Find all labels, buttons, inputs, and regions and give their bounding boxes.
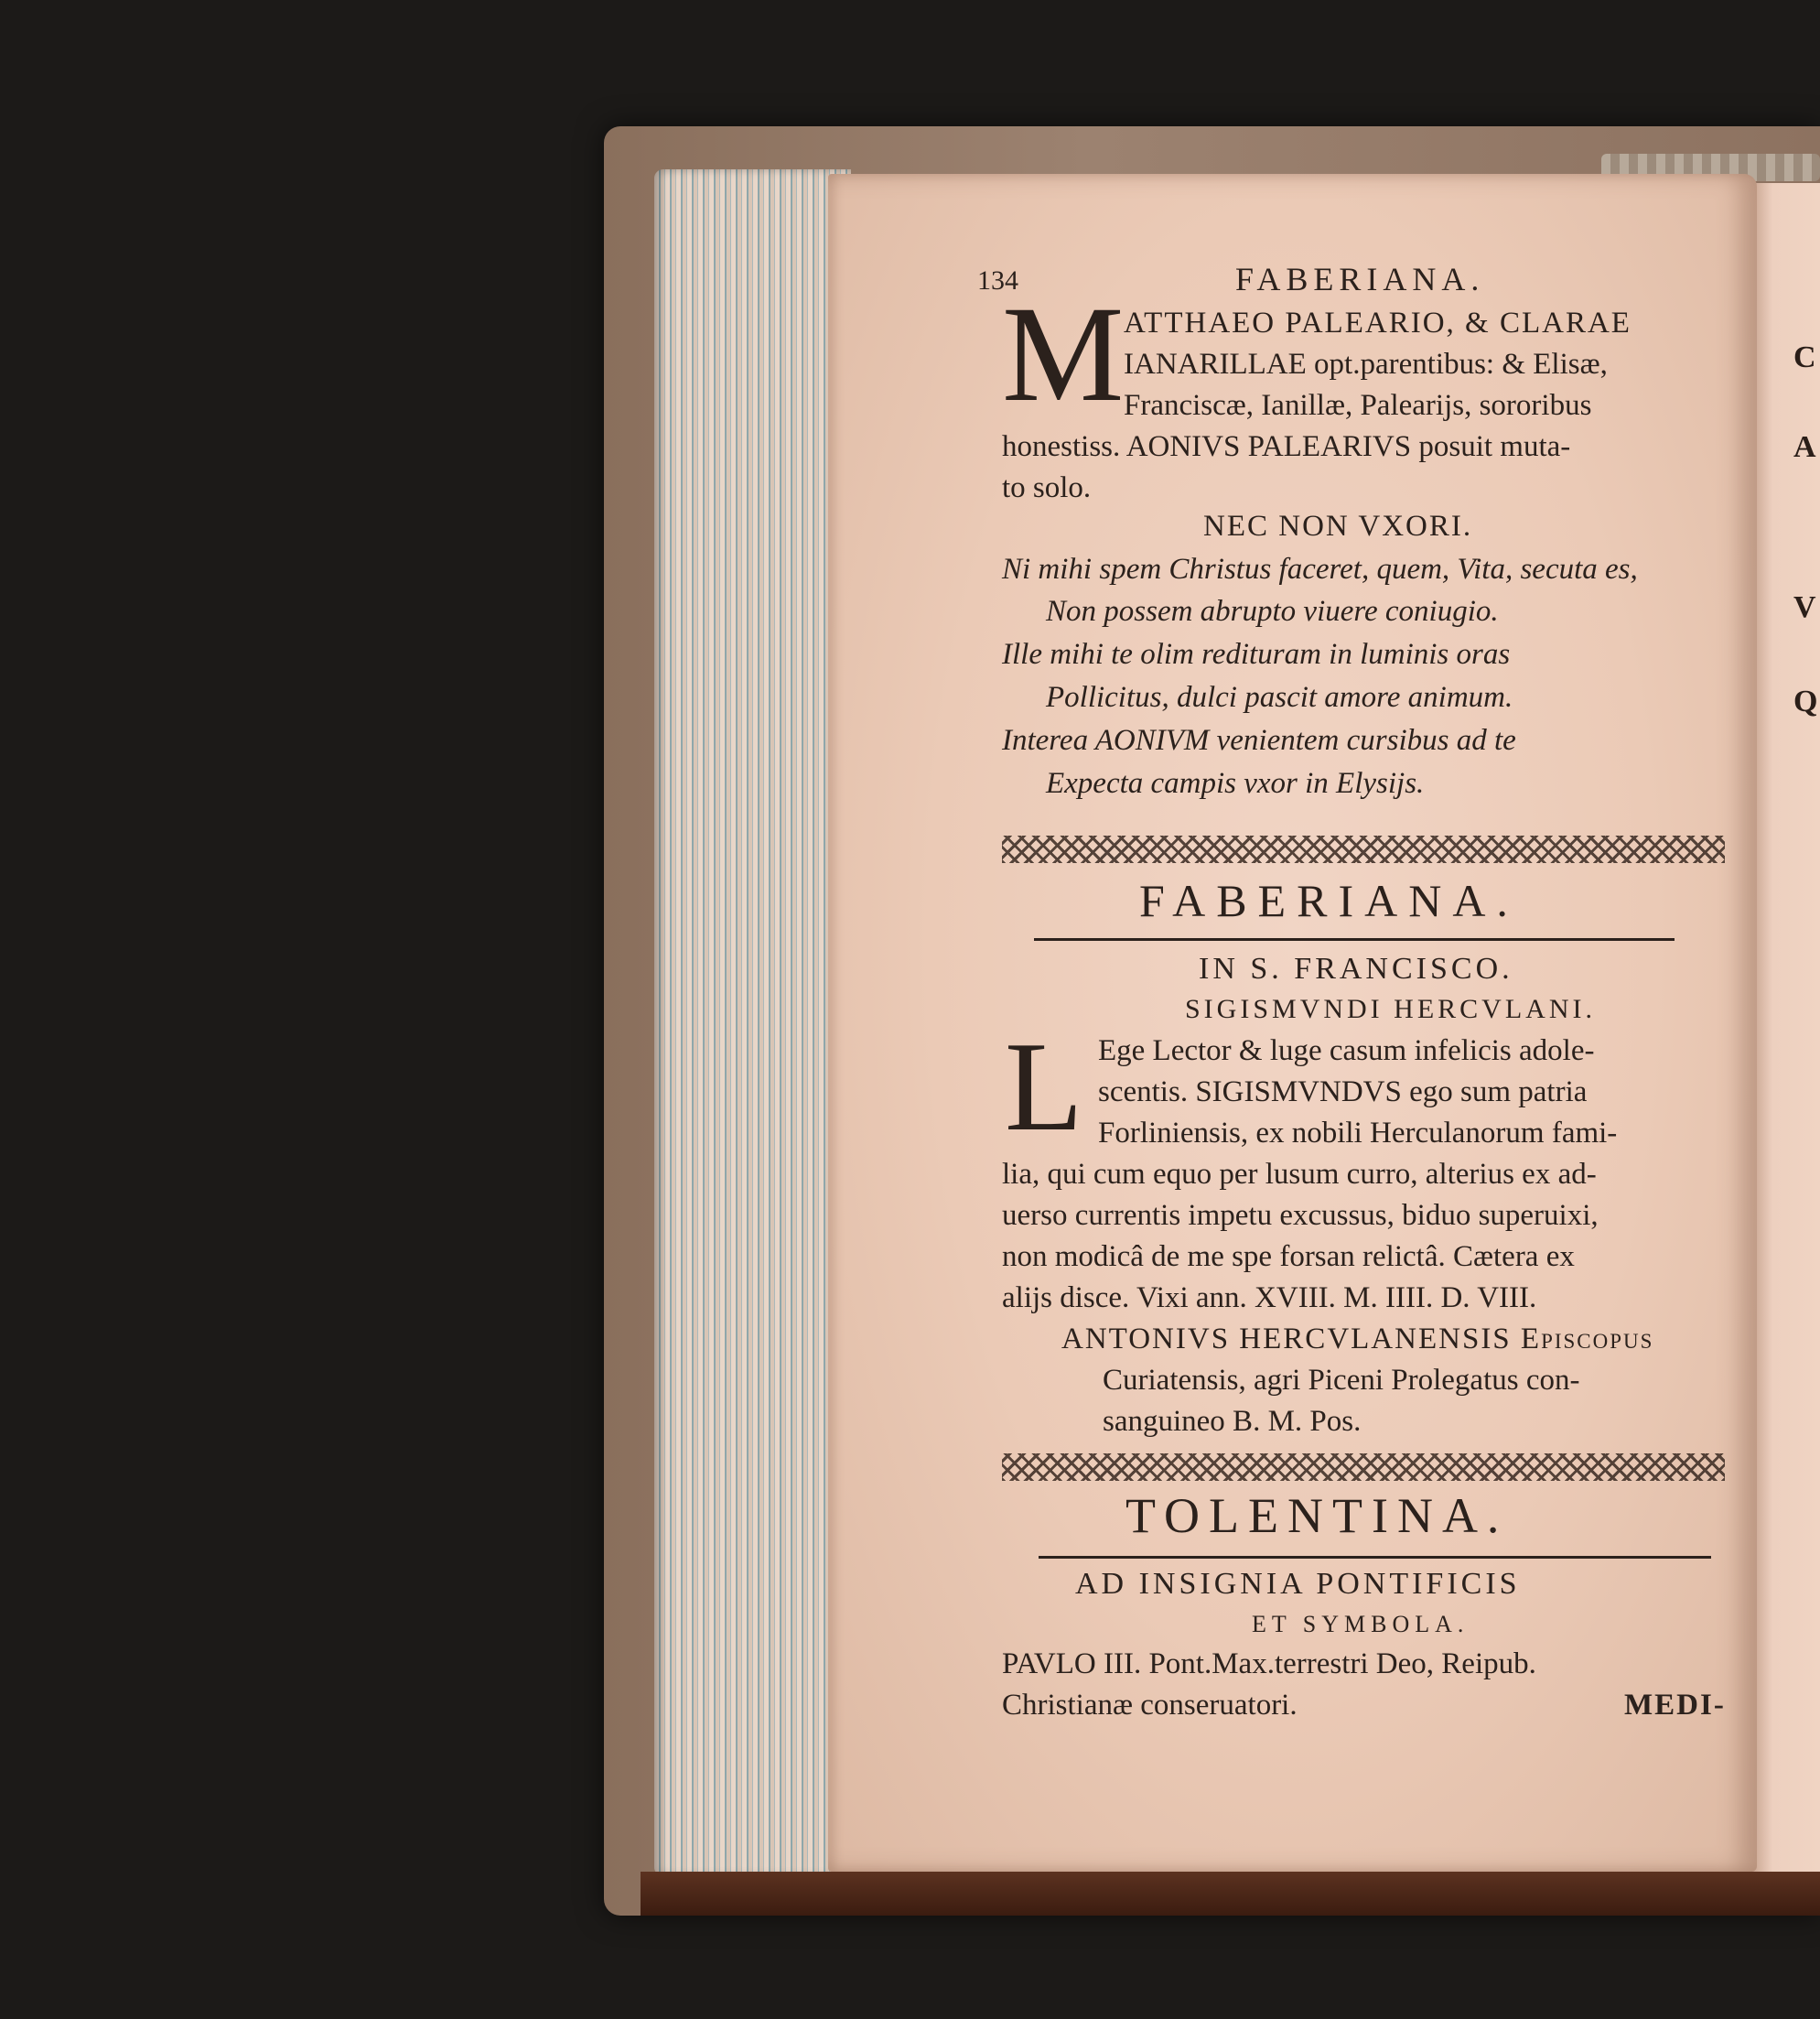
text-line: lia, qui cum equo per lusum curro, alterius ex ad- <box>1002 1158 1597 1191</box>
section-subtitle: SIGISMVNDI HERCVLANI. <box>1185 994 1596 1024</box>
text-line: ANTONIVS HERCVLANENSIS Episcopus <box>1061 1323 1654 1355</box>
section-title: TOLENTINA. <box>1125 1488 1509 1543</box>
text-line: PAVLO III. Pont.Max.terrestri Deo, Reipub. <box>1002 1647 1536 1680</box>
section-subtitle: AD INSIGNIA PONTIFICIS <box>1075 1567 1521 1601</box>
section-subtitle: IN S. FRANCISCO. <box>1199 952 1513 986</box>
poem-heading: NEC NON VXORI. <box>1203 510 1473 543</box>
drop-cap: L <box>1005 1016 1083 1158</box>
drop-cap: M <box>1002 278 1125 430</box>
ornament-divider <box>1002 836 1725 863</box>
facing-page-char: V <box>1793 590 1816 624</box>
verse-line: Ille mihi te olim redituram in luminis oras <box>1002 638 1511 671</box>
verse-line: Non possem abrupto viuere coniugio. <box>1046 595 1499 628</box>
running-title: FABERIANA. <box>1235 261 1485 297</box>
text-line: to solo. <box>1002 471 1092 504</box>
cover-edge <box>641 1872 1820 1916</box>
facing-page-char: A <box>1793 430 1816 464</box>
verse-line: Ni mihi spem Christus faceret, quem, Vita, secuta es, <box>1002 553 1638 586</box>
ornament-divider <box>1002 1453 1725 1481</box>
text-line: ATTHAEO PALEARIO, & CLARAE <box>1124 307 1632 340</box>
text-line: uerso currentis impetu excussus, biduo superuixi, <box>1002 1199 1599 1232</box>
page-edges <box>654 169 851 1876</box>
verse-line: Interea AONIVM venientem cursibus ad te <box>1002 724 1516 757</box>
text-line: alijs disce. Vixi ann. XVIII. M. IIII. D. VIII. <box>1002 1281 1537 1314</box>
text-line: Ege Lector & luge casum infelicis adole- <box>1098 1034 1595 1067</box>
section-title: FABERIANA. <box>1139 875 1519 926</box>
text-line: non modicâ de me spe forsan relictâ. Cætera ex <box>1002 1240 1575 1273</box>
facing-page-char: C <box>1793 340 1816 374</box>
text-line: Christianæ conseruatori. <box>1002 1689 1298 1722</box>
text-line: scentis. SIGISMVNDVS ego sum patria <box>1098 1075 1588 1108</box>
text-line: sanguineo B. M. Pos. <box>1103 1405 1362 1438</box>
text-line: IANARILLAE opt.parentibus: & Elisæ, <box>1124 348 1608 381</box>
text-line: Franciscæ, Ianillæ, Palearijs, sororibus <box>1124 389 1592 422</box>
text-line: Curiatensis, agri Piceni Prolegatus con- <box>1103 1364 1580 1397</box>
catchword: MEDI- <box>1624 1689 1726 1722</box>
page-number: 134 <box>977 265 1018 296</box>
title-rule <box>1039 1556 1711 1559</box>
section-subtitle: ET SYMBOLA. <box>1252 1611 1470 1637</box>
text-line: Forliniensis, ex nobili Herculanorum fami- <box>1098 1117 1618 1150</box>
verse-line: Pollicitus, dulci pascit amore animum. <box>1046 681 1513 714</box>
verse-line: Expecta campis vxor in Elysijs. <box>1046 767 1425 800</box>
text-line: honestiss. AONIVS PALEARIVS posuit muta- <box>1002 430 1571 463</box>
title-rule <box>1034 938 1675 941</box>
facing-page-char: Q <box>1793 685 1818 718</box>
